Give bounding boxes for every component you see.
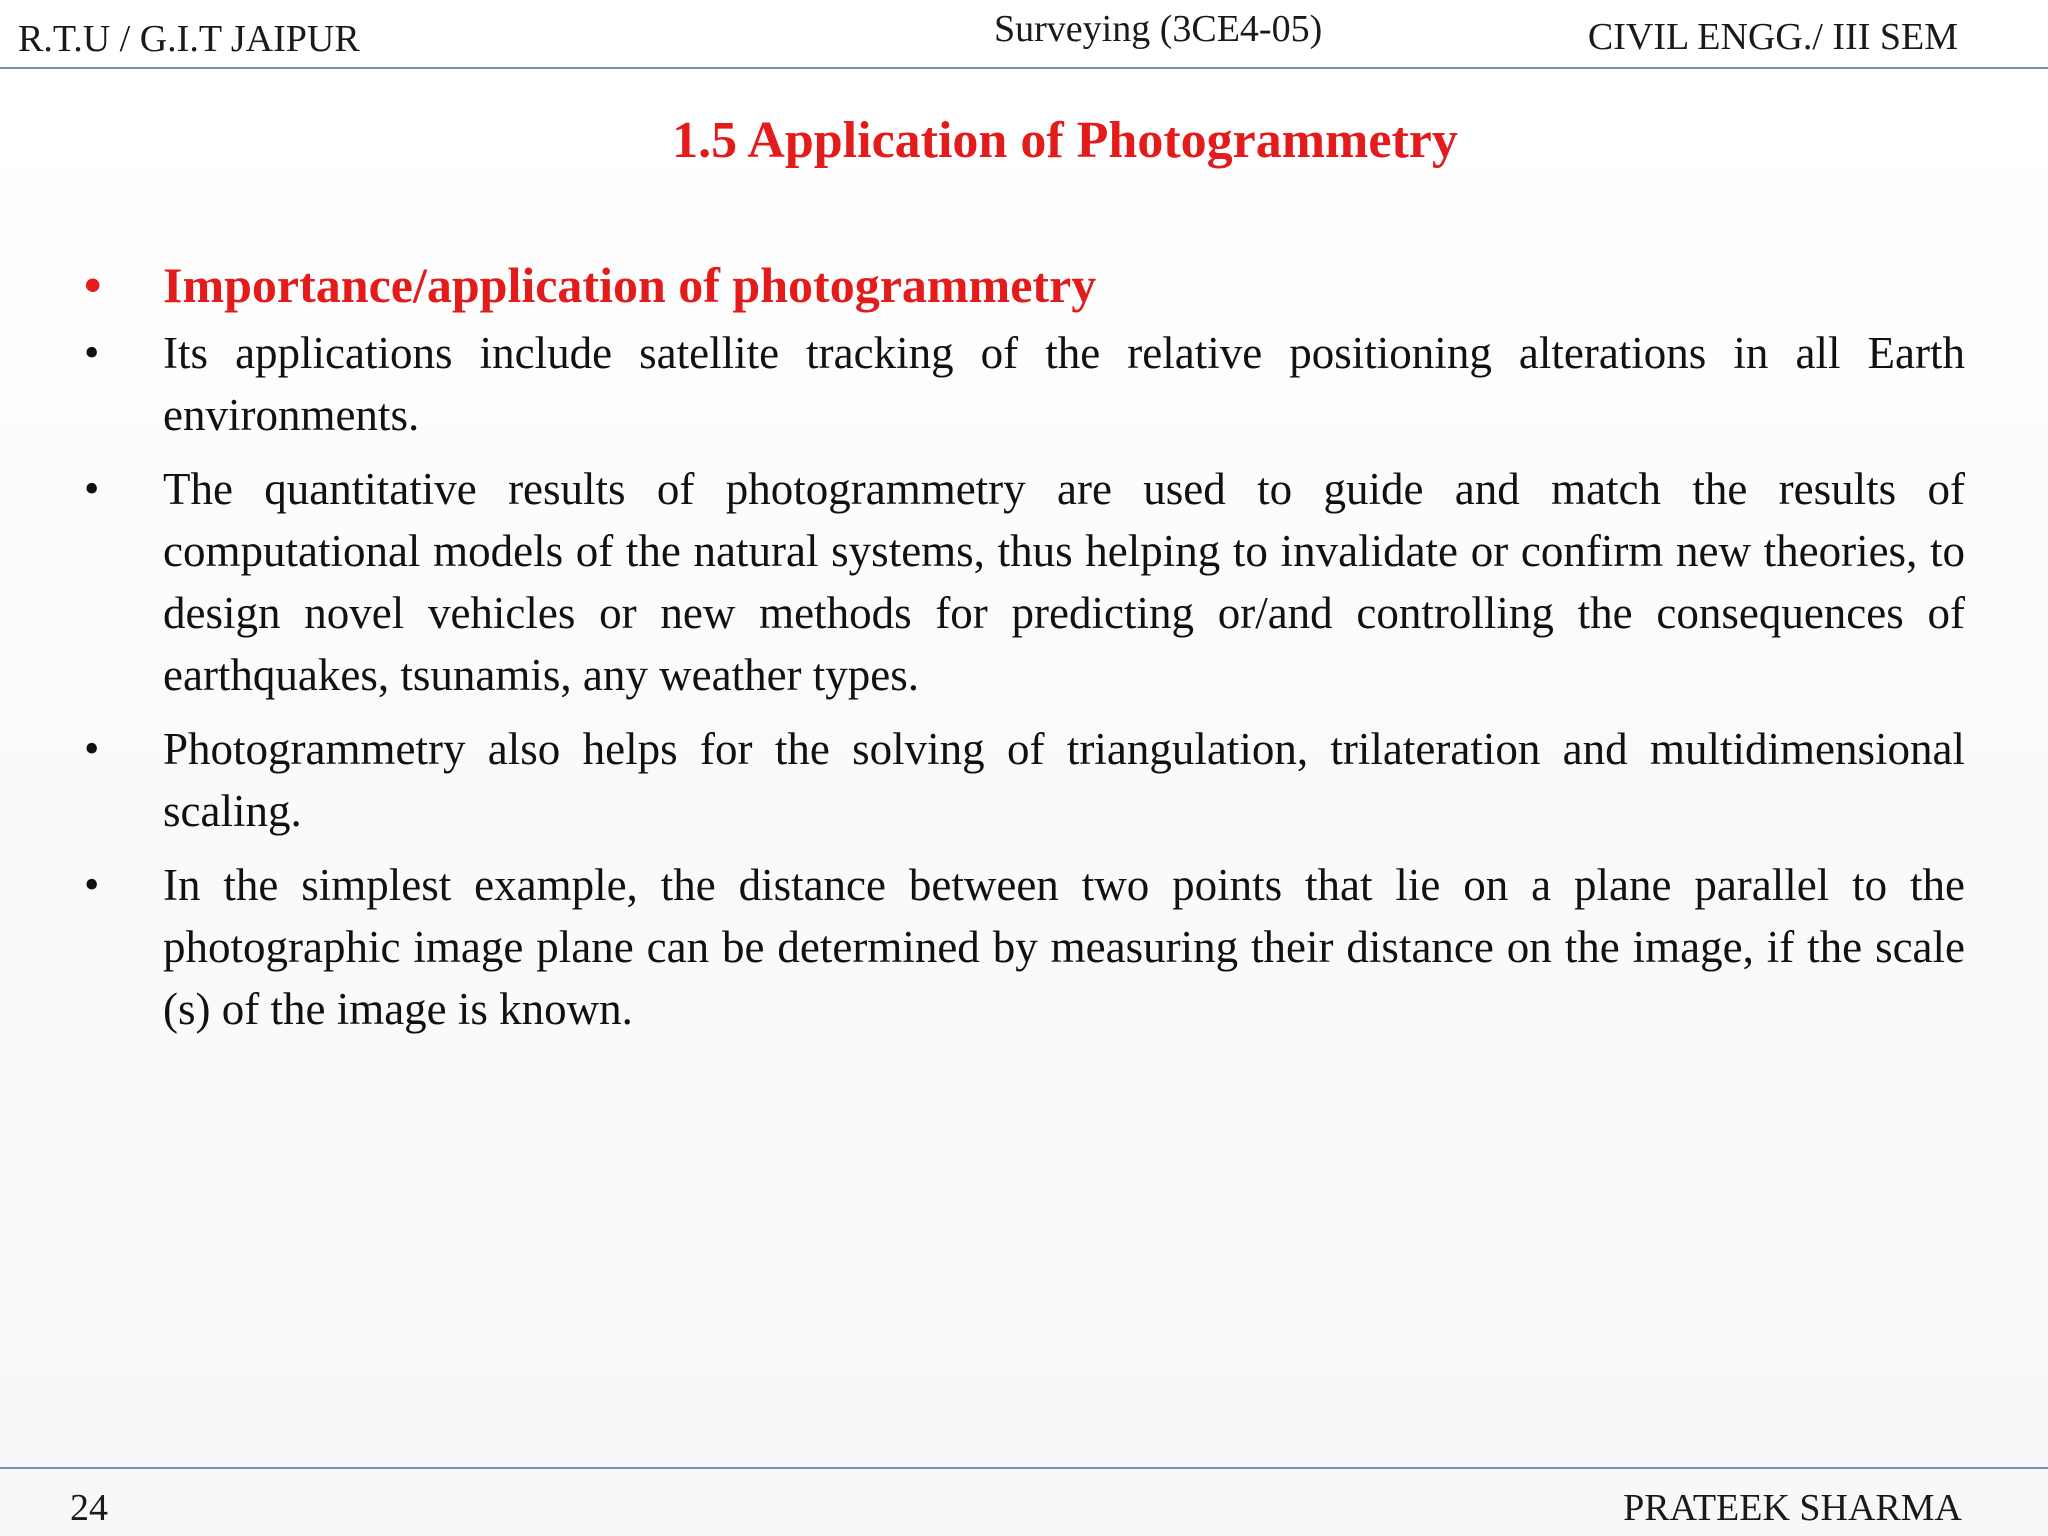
bullet-icon: • [84,464,100,513]
bullet-icon: • [84,257,102,313]
list-item-text: Importance/application of photogrammetry [163,257,1097,313]
page-number: 24 [70,1487,108,1529]
list-item-text: The quantitative results of photogrammetry are used to guide and match the results of computational models of the natural systems, thus helping to invalidate or confirm new theories, to design novel vehicles or new methods for predicting or/and controlling the consequences of earthquakes, tsunamis, any weather types. [163,464,1965,700]
header-institution: R.T.U / G.I.T JAIPUR [18,18,360,60]
header-divider [0,67,2048,69]
list-item-text: Its applications include satellite tracking of the relative positioning alterations in all Earth environments. [163,328,1965,440]
list-item [80,322,1965,446]
bullet-icon: • [84,328,100,377]
footer-divider [0,1467,2048,1469]
bullet-list [80,254,1965,1040]
bullet-icon: • [84,724,100,773]
list-item [80,854,1965,1040]
author-name: PRATEEK SHARMA [1623,1487,1962,1529]
header-department: CIVIL ENGG./ III SEM [1587,16,1958,58]
list-item [80,718,1965,842]
header-course: Surveying (3CE4-05) [994,8,1323,50]
list-item-text: Photogrammetry also helps for the solving of triangulation, trilateration and multidimensional scaling. [163,724,1965,836]
bullet-icon: • [84,860,100,909]
list-item-text: In the simplest example, the distance between two points that lie on a plane parallel to the photographic image plane can be determined by measuring their distance on the image, if the scale (s) of the image is known. [163,860,1965,1034]
list-item-heading [80,254,1965,316]
page-title: 1.5 Application of Photogrammetry [672,112,1458,169]
list-item [80,458,1965,706]
